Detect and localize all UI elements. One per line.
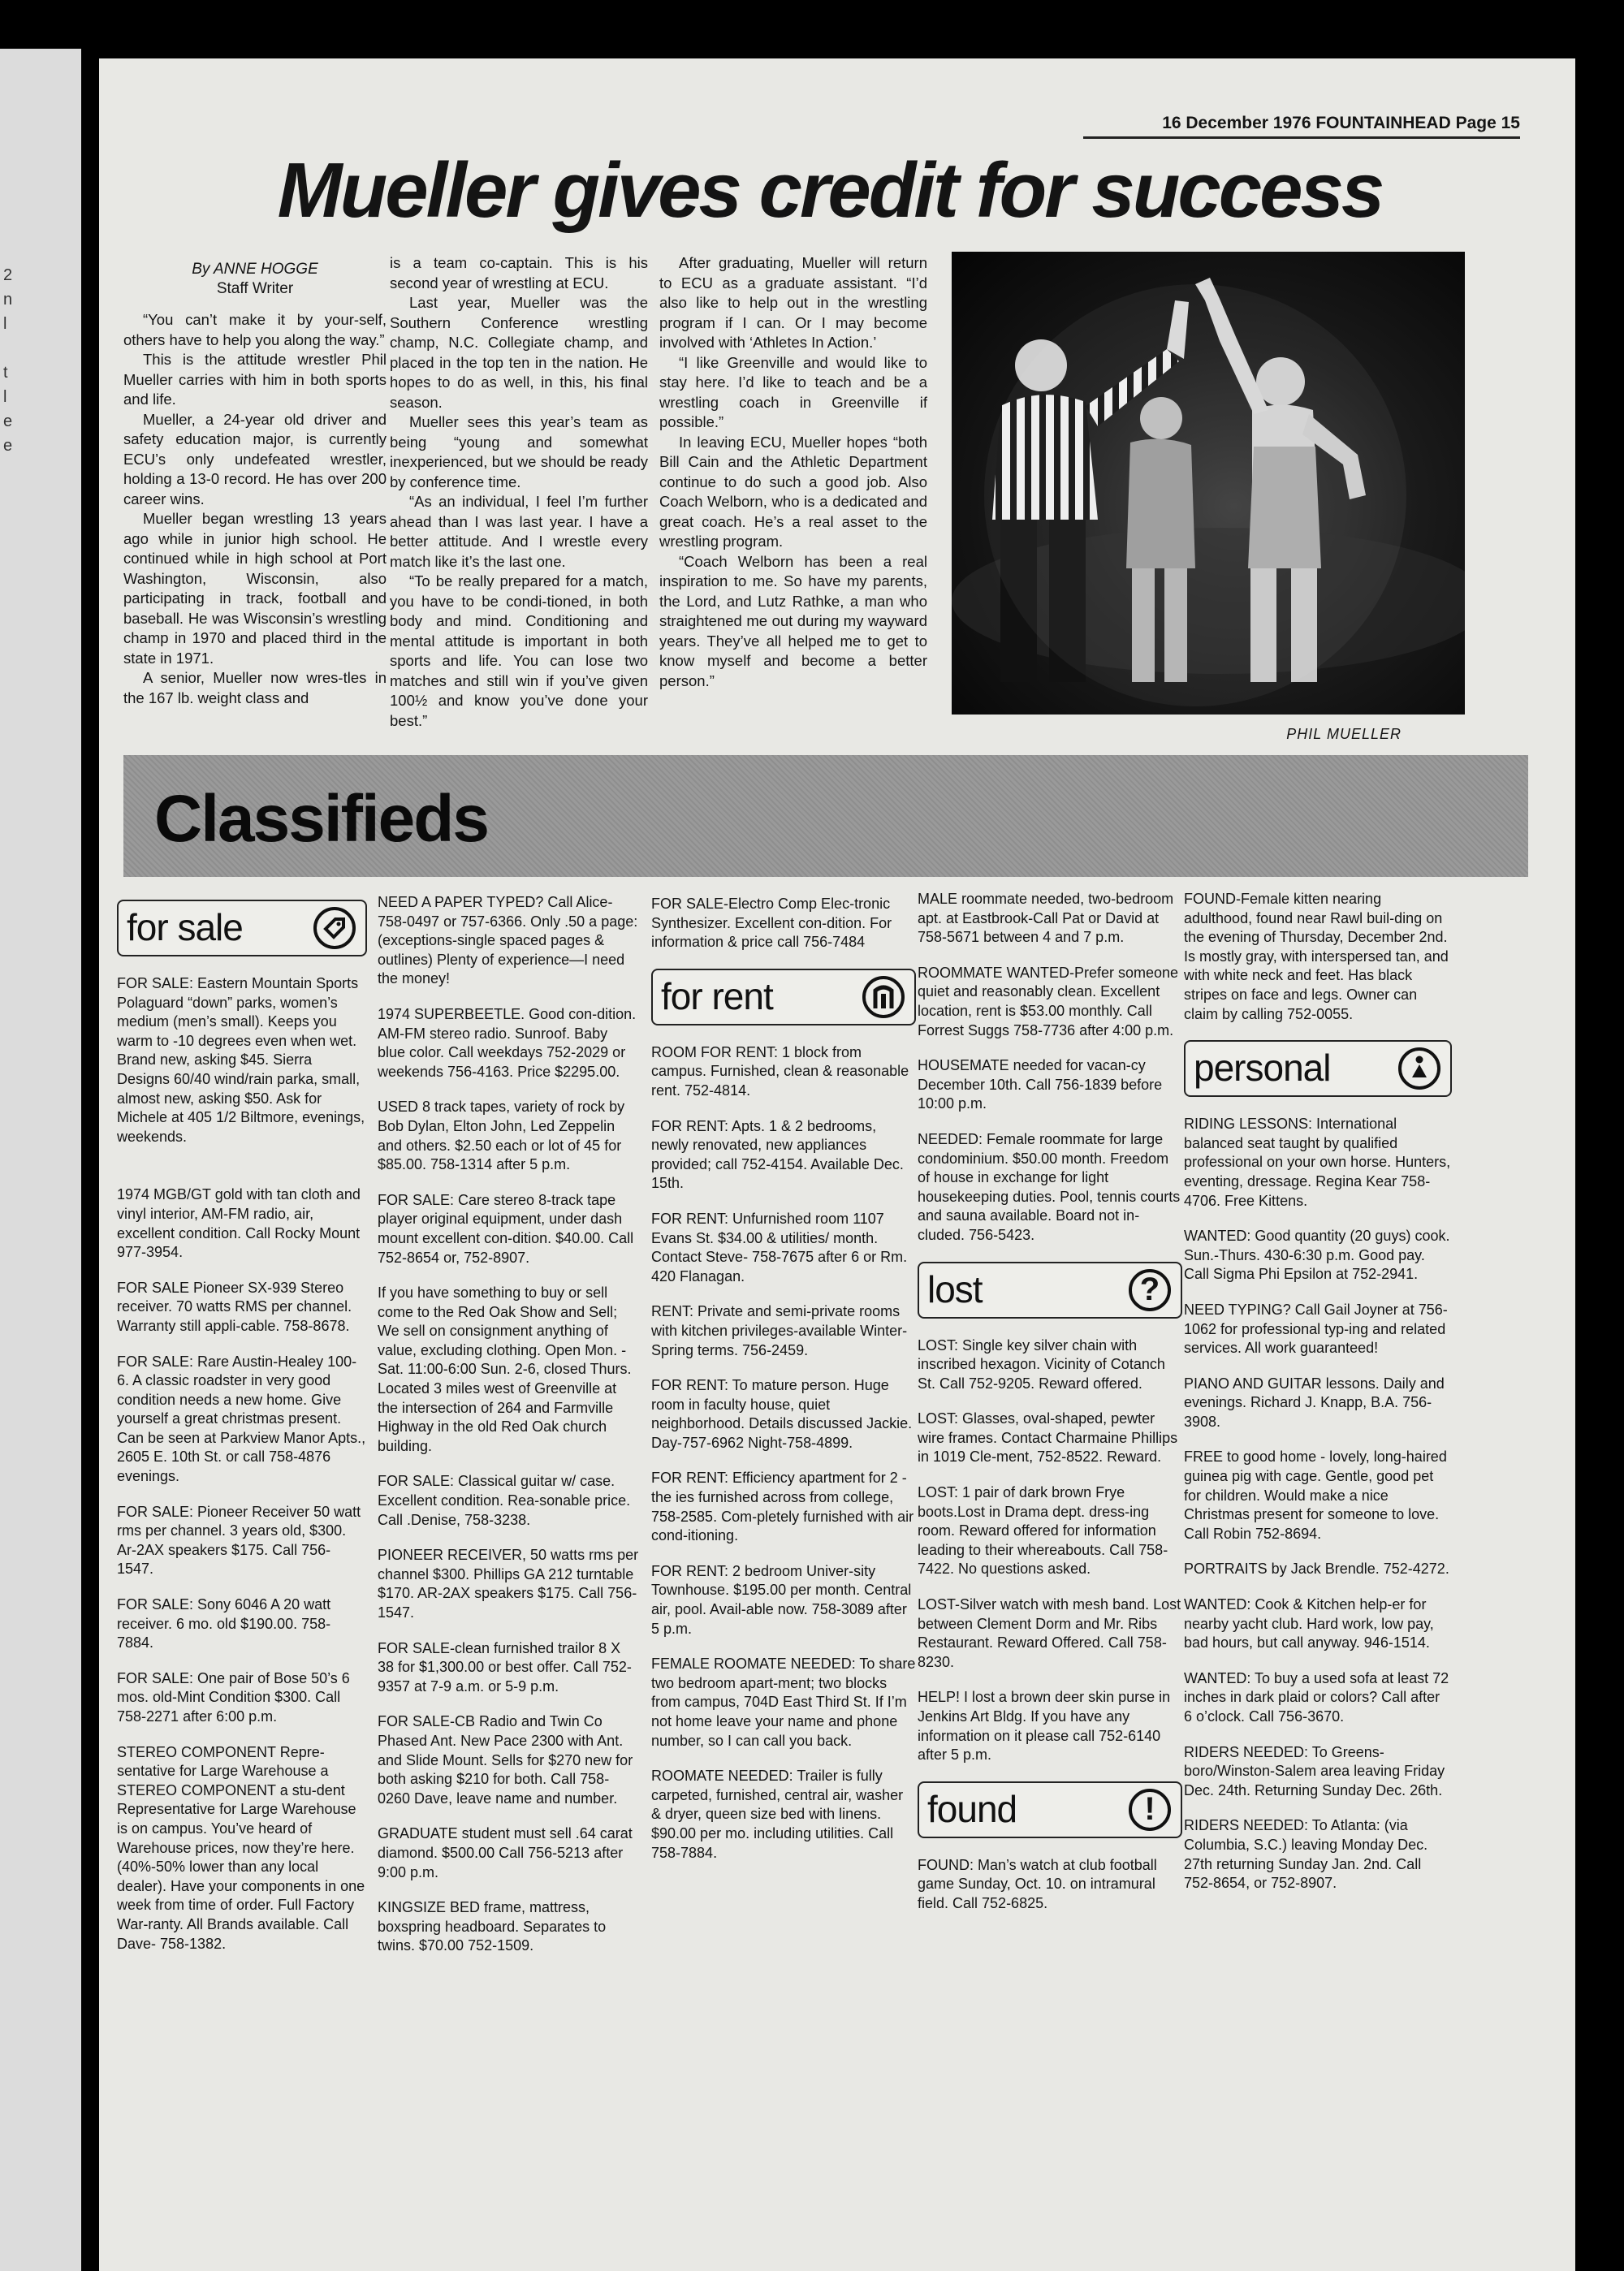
section-label-found xyxy=(918,1781,1182,1838)
ad-item: FOR RENT: Efficiency apartment for 2 - the ies furnished across from college, 758-2585. Com-pletely furnished with air cond-itioning. xyxy=(651,1470,914,1544)
ad-item: NEEDED: Female roommate for large condominium. $50.00 month. Freedom of house in exchange for light housekeeping duties. Pool, tennis courts and sauna available. Board not in-cluded. 756-5423. xyxy=(918,1130,1181,1243)
article-paragraph: is a team co-captain. This is his second year of wrestling at ECU. xyxy=(390,254,648,291)
ad-item: STEREO COMPONENT Repre-sentative for Large Warehouse a STEREO COMPONENT a stu-dent Representative for Large Warehouse is on campus. You’ve heard of Warehouse prices, now they’re here. (40%-50% lower than any local dealer). Have your components in one week from time of order. Full Factory War-ranty. All Brands available. Call Dave- 758-1382. xyxy=(117,1743,365,1952)
ad-item: RENT: Private and semi-private rooms with kitchen privileges-available Winter-Spring terms. 756-2459. xyxy=(651,1303,908,1358)
ad-item: HELP! I lost a brown deer skin purse in Jenkins Art Bldg. If you have any information on it please call 752-6140 after 5 p.m. xyxy=(918,1689,1171,1764)
ad-item: FOR SALE-CB Radio and Twin Co Phased Ant. New Pace 2300 with Ant. and Slide Mount. Sells for $270 new for both asking $210 for both. Call 758-0260 Dave, leave name and number. xyxy=(378,1713,633,1807)
ad-item: ROOMMATE WANTED-Prefer someone quiet and reasonably clean. Excellent location, rent is $53.00 monthly. Call Forrest Suggs 758-7736 after 4:00 p.m. xyxy=(918,964,1179,1038)
article-headline: Mueller gives credit for success xyxy=(277,147,1383,234)
ad-item: WANTED: Good quantity (20 guys) cook. Sun.-Thurs. 430-6:30 p.m. Good pay. Call Sigma Phi Epsilon at 752-2941. xyxy=(1184,1228,1450,1283)
ad-item: FOR SALE: Care stereo 8-track tape player original equipment, under dash mount excellent con-dition. $40.00. Call 752-8654 or, 752-8907. xyxy=(378,1191,634,1266)
adjacent-letter: 2 xyxy=(3,266,13,284)
article-paragraph: Mueller sees this year’s team as being “young and somewhat inexperienced, but we should be ready by conference time. xyxy=(390,413,648,490)
ad-item: FOR RENT: 2 bedroom Univer-sity Townhouse. $195.00 per month. Central air, pool. Avail-able now. 758-3089 after 5 p.m. xyxy=(651,1562,912,1637)
ad-item: LOST-Silver watch with mesh band. Lost between Clement Dorm and Mr. Ribs Restaurant. Reward Offered. Call 758-8230. xyxy=(918,1596,1181,1670)
adjacent-letter: n xyxy=(3,291,13,309)
article-paragraph: Mueller, a 24-year old driver and safety education major, is currently ECU’s only undefeated wrestler, holding a 13-0 record. He has over 200 career wins. xyxy=(123,410,387,507)
byline-role: Staff Writer xyxy=(216,280,294,297)
article-paragraph: “I like Greenville and would like to stay here. I’d like to teach and be a wrestling coach in Greenville if possible.” xyxy=(659,353,927,430)
article-paragraph: A senior, Mueller now wres-tles in the 167 lb. weight class and xyxy=(123,669,387,706)
ad-item: FOR SALE: Classical guitar w/ case. Excellent condition. Rea-sonable price. Call .Denise, 758-3238. xyxy=(378,1473,631,1528)
ad-item: KINGSIZE BED frame, mattress, boxspring headboard. Separates to twins. $70.00 752-1509. xyxy=(378,1899,607,1954)
article-paragraph: “To be really prepared for a match, you have to be condi-tioned, in both body and mind. Conditioning and mental attitude is important in both sports and life. You can lose two matches and still win if you’ve given 100½ and know you’ve done your best.” xyxy=(390,572,648,729)
article-paragraph: “As an individual, I feel I’m further ahead than I was last year. I have a better attitude. And I wrestle every match like it’s the last one. xyxy=(390,493,648,570)
ad-item: FOR RENT: Apts. 1 & 2 bedrooms, newly renovated, new appliances provided; call 752-4154. Available Dec. 15th. xyxy=(651,1117,904,1192)
ad-item: FOR SALE-Electro Comp Elec-tronic Synthesizer. Excellent con-dition. For information & price call 756-7484 xyxy=(651,896,892,951)
ad-item: FOR SALE: Rare Austin-Healey 100-6. A classic roadster in very good condition needs a new home. Give yourself a great christmas present. Can be seen at Parkview Manor Apts., 2605 E. 10th St. or call 758-4876 evenings. xyxy=(117,1353,366,1485)
classifieds-column-3 xyxy=(651,895,916,1879)
ad-item: ROOMATE NEEDED: Trailer is fully carpeted, furnished, central air, washer & dryer, queen size bed with linens. $90.00 per mo. including utilities. Call 758-7884. xyxy=(651,1768,904,1861)
ad-item: MALE roommate needed, two-bedroom apt. at Eastbrook-Call Pat or David at 758-5671 between 4 and 7 p.m. xyxy=(918,891,1174,946)
page-folio: 16 December 1976 FOUNTAINHEAD Page 15 xyxy=(1083,114,1520,139)
photo-caption: PHIL MUELLER xyxy=(1286,726,1402,742)
person-icon xyxy=(1398,1047,1440,1090)
section-label-lost xyxy=(918,1262,1182,1319)
section-label-for-rent xyxy=(651,969,916,1025)
ad-item: ROOM FOR RENT: 1 block from campus. Furnished, clean & reasonable rent. 752-4814. xyxy=(651,1043,909,1099)
ad-item: LOST: 1 pair of dark brown Frye boots.Lost in Drama dept. dress-ing room. Reward offered for information leading to their whereabouts. Call 758-7422. No questions asked. xyxy=(918,1484,1168,1578)
door-icon xyxy=(862,976,905,1018)
section-label-text: found xyxy=(927,1787,1017,1830)
section-label-text: personal xyxy=(1194,1047,1331,1090)
classifieds-column-2 xyxy=(378,893,639,1972)
ad-item: FOR SALE: Pioneer Receiver 50 watt rms per channel. 3 years old, $300. Ar-2AX speakers $175. Call 756-1547. xyxy=(117,1503,361,1578)
ad-item: WANTED: Cook & Kitchen help-er for nearby yacht club. Hard work, low pay, bad hours, but call anyway. 946-1514. xyxy=(1184,1596,1434,1651)
ad-item: FOR SALE: Eastern Mountain Sports Polaguard “down” parks, women’s medium (men’s small). Keeps you warm to -10 degrees even when wet. Brand new, asking $45. Sierra Designs 60/40 wind/rain parka, small, almost new, asking $50. Ask for Michele at 405 1/2 Biltmore, evenings, weekends. xyxy=(117,975,365,1145)
article-column-1 xyxy=(123,260,387,708)
adjacent-letter: l xyxy=(3,315,7,333)
ad-item: LOST: Glasses, oval-shaped, pewter wire frames. Contact Charmaine Phillips in 1019 Cle-ment, 752-8522. Reward. xyxy=(918,1410,1178,1466)
wrestling-photo xyxy=(952,252,1465,715)
article-paragraph: “You can’t make it by your-self, others have to help you along the way.” xyxy=(123,311,387,348)
article-paragraph: This is the attitude wrestler Phil Mueller carries with him in both sports and life. xyxy=(123,351,387,408)
ad-item: GRADUATE student must sell .64 carat diamond. $500.00 Call 756-5213 after 9:00 p.m. xyxy=(378,1825,633,1880)
article-paragraph: In leaving ECU, Mueller hopes “both Bill Cain and the Athletic Department continue to do such a good job. Also Coach Welborn, who is a dedicated and great coach. He’s a real asset to the wrestling program. xyxy=(659,433,927,550)
adjacent-letter: l xyxy=(3,388,7,406)
price-tag-icon xyxy=(313,907,356,949)
ad-item: FOR SALE Pioneer SX-939 Stereo receiver. 70 watts RMS per channel. Warranty still appli-cable. 758-8678. xyxy=(117,1279,352,1334)
ad-item: RIDERS NEEDED: To Greens-boro/Winston-Salem area leaving Friday Dec. 24th. Returning Sunday Dec. 26th. xyxy=(1184,1743,1445,1798)
classifieds-title: Classifieds xyxy=(154,782,488,856)
ad-item: NEED A PAPER TYPED? Call Alice-758-0497 or 757-6366. Only .50 a page: (exceptions-single spaced pages & outlines) Plenty of experience—I need the money! xyxy=(378,894,638,987)
ad-item: RIDING LESSONS: International balanced seat taught by qualified professional on your own horse. Hunters, eventing, dressage. Regina Kear 758-4706. Free Kittens. xyxy=(1184,1116,1451,1209)
adjacent-letter: e xyxy=(3,437,13,455)
article-paragraph: After graduating, Mueller will return to ECU as a graduate assistant. “I’d also like to help out in the wrestling program if I can. Or I may become involved with ‘Athletes In Action.’ xyxy=(659,254,927,351)
byline-author: By ANNE HOGGE xyxy=(192,261,318,278)
classifieds-column-1 xyxy=(117,895,367,1970)
article-column-3 xyxy=(659,253,927,691)
ad-item: FOR SALE: One pair of Bose 50’s 6 mos. old-Mint Condition $300. Call 758-2271 after 6:00 p.m. xyxy=(117,1669,350,1725)
ad-item: FOR SALE-clean furnished trailor 8 X 38 for $1,300.00 or best offer. Call 752-9357 at 7-9 a.m. or 5-9 p.m. xyxy=(378,1639,632,1695)
section-label-text: for rent xyxy=(661,974,773,1017)
question-mark-icon: ? xyxy=(1129,1269,1171,1311)
newspaper-page xyxy=(99,58,1575,2271)
ad-item: FOUND-Female kitten nearing adulthood, found near Rawl buil-ding on the evening of Thursday, December 2nd. Is mostly gray, with interspersed tan, and with white neck and feet. Has black stripes on face and legs. Owner can claim by calling 752-0055. xyxy=(1184,891,1449,1022)
section-label-text: for sale xyxy=(127,906,243,949)
ad-item: 1974 SUPERBEETLE. Good con-dition. AM-FM stereo radio. Sunroof. Baby blue color. Call weekdays 752-2029 or weekends 756-4163. Price $2295.00. xyxy=(378,1005,637,1080)
article-paragraph: “Coach Welborn has been a real inspiration to me. So have my parents, the Lord, and Lutz Rathke, a man who straightened me out during my wayward years. They’ve all helped me to get to know myself and become a better person.” xyxy=(659,552,927,689)
section-label-for-sale xyxy=(117,900,367,956)
section-label-text: lost xyxy=(927,1267,983,1310)
ad-item: PORTRAITS by Jack Brendle. 752-4272. xyxy=(1184,1561,1449,1578)
classifieds-column-4 xyxy=(918,890,1182,1930)
ad-item: FOR RENT: Unfurnished room 1107 Evans St. $34.00 & utilities/ month. Contact Steve- 758-7675 after 6 or Rm. 420 Flanagan. xyxy=(651,1210,908,1284)
ad-item: HOUSEMATE needed for vacan-cy December 10th. Call 756-1839 before 10:00 p.m. xyxy=(918,1057,1163,1112)
ad-item: FREE to good home - lovely, long-haired guinea pig with cage. Gentle, good pet for children. Would make a nice Christmas present for someone to love. Call Robin 752-8694. xyxy=(1184,1449,1447,1542)
exclamation-icon: ! xyxy=(1129,1789,1171,1831)
article-column-2 xyxy=(390,253,648,731)
ad-item: PIONEER RECEIVER, 50 watts rms per channel $300. Phillips GA 212 turntable $170. AR-2AX speakers $175. Call 756-1547. xyxy=(378,1547,639,1621)
ad-item: FOR SALE: Sony 6046 A 20 watt receiver. 6 mo. old $190.00. 758-7884. xyxy=(117,1596,331,1651)
ad-item: If you have something to buy or sell come to the Red Oak Show and Sell; We sell on consignment anything of value, excluding clothing. Open Mon. - Sat. 11:00-6:00 Sun. 2-6, closed Thurs. Located 3 miles west of Greenville at the intersection of 264 and Farmville Highway in the old Red Oak church building. xyxy=(378,1284,632,1454)
classifieds-banner xyxy=(123,755,1528,877)
ad-item: FOR RENT: To mature person. Huge room in faculty house, quiet neighborhood. Details discussed Jackie. Day-757-6962 Night-758-4899. xyxy=(651,1377,913,1451)
adjacent-page-edge xyxy=(0,49,81,2271)
classifieds-column-5 xyxy=(1184,890,1452,1910)
ad-item: WANTED: To buy a used sofa at least 72 inches in dark plaid or colors? Call after 6 o’clock. Call 756-3670. xyxy=(1184,1669,1449,1725)
ad-item: LOST: Single key silver chain with inscribed hexagon. Vicinity of Cotanch St. Call 752-9205. Reward offered. xyxy=(918,1336,1165,1392)
wrestling-photo-illustration xyxy=(952,252,1465,715)
article-paragraph: Last year, Mueller was the Southern Conference wrestling champ, N.C. Collegiate champ, and placed in the top ten in the nation. He hopes to do as well, in this, his final season. xyxy=(390,294,648,411)
ad-item: RIDERS NEEDED: To Atlanta: (via Columbia, S.C.) leaving Monday Dec. 27th returning Sunday Jan. 2nd. Call 752-8654, or 752-8907. xyxy=(1184,1817,1428,1892)
byline xyxy=(123,260,387,299)
ad-item: FOUND: Man’s watch at club football game Sunday, Oct. 10. on intramural field. Call 752-6825. xyxy=(918,1856,1157,1911)
ad-item: PIANO AND GUITAR lessons. Daily and evenings. Richard J. Knapp, B.A. 756-3908. xyxy=(1184,1375,1445,1430)
ad-item: 1974 MGB/GT gold with tan cloth and vinyl interior, AM-FM radio, air, excellent condition. Call Rocky Mount 977-3954. xyxy=(117,1186,361,1261)
ad-item: FEMALE ROOMATE NEEDED: To share two bedroom apart-ment; two blocks from campus, 704D East Third St. If I’m not home leave your name and phone number, so I can call you back. xyxy=(651,1656,916,1749)
adjacent-letter: t xyxy=(3,364,8,382)
ad-item: NEED TYPING? Call Gail Joyner at 756-1062 for professional typ-ing and related services. All work guaranteed! xyxy=(1184,1301,1448,1357)
section-label-personal xyxy=(1184,1040,1452,1097)
article-paragraph: Mueller began wrestling 13 years ago while in junior high school. He continued while in high school at Port Washington, Wisconsin, also participating in track, football and baseball. He was Wisconsin’s wrestling champ in 1970 and placed third in the state in 1971. xyxy=(123,510,387,667)
adjacent-letter: e xyxy=(3,412,13,430)
ad-item: USED 8 track tapes, variety of rock by Bob Dylan, Elton John, Led Zeppelin and others. $2.50 each or lot of 45 for $85.00. 758-1314 after 5 p.m. xyxy=(378,1099,625,1173)
